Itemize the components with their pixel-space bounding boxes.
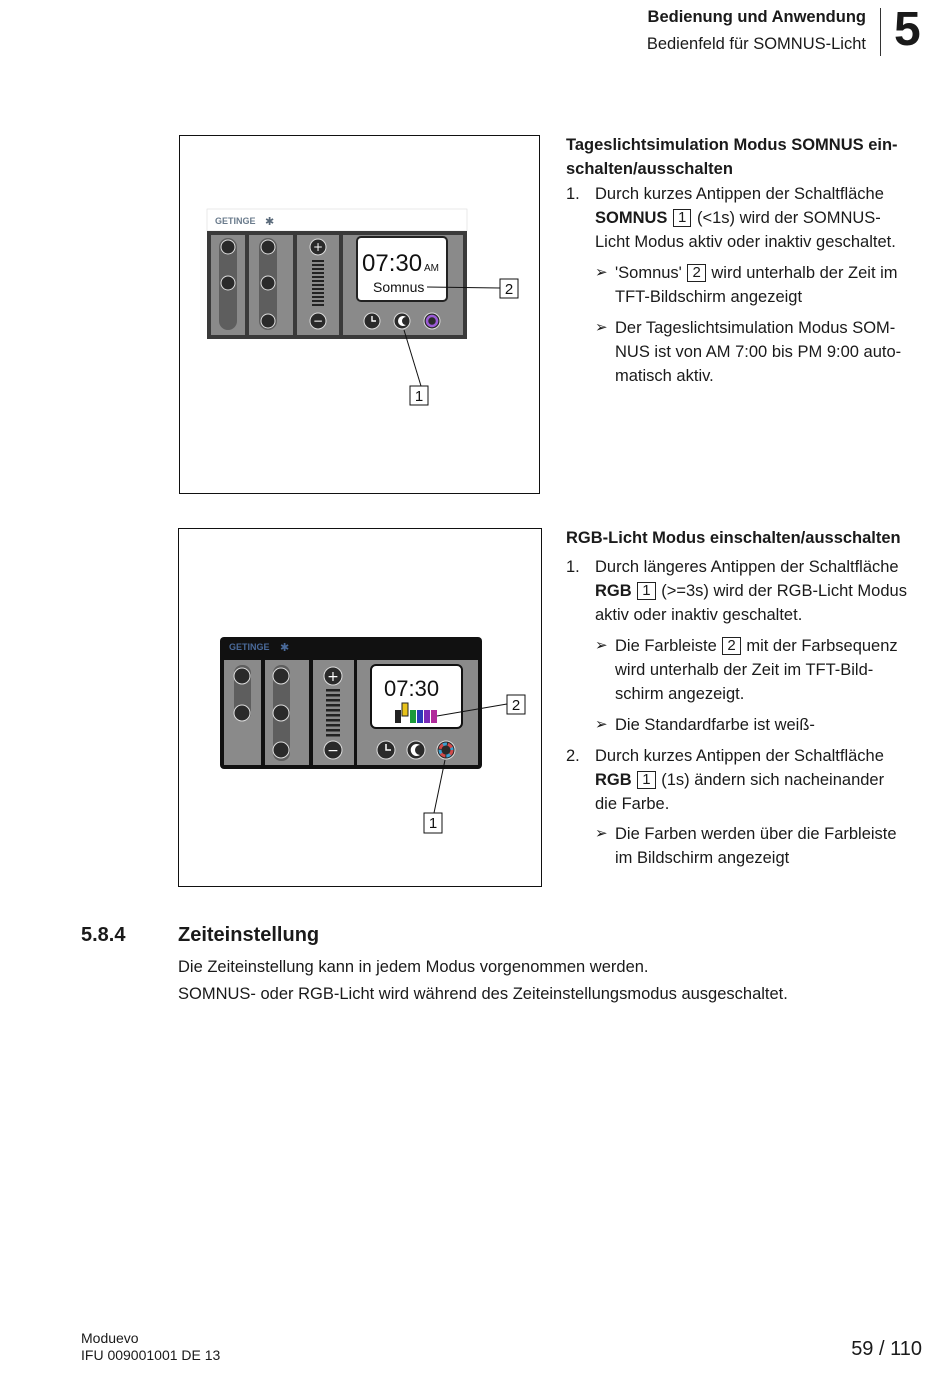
lamp-icon[interactable] <box>261 276 275 290</box>
bullet-text: wird unterhalb der Zeit im <box>711 264 898 282</box>
bullet-text: TFT-Bildschirm angezeigt <box>615 288 803 306</box>
button-name: RGB <box>595 582 632 600</box>
rgb-panel-illustration <box>179 529 543 888</box>
bullet-text: Der Tageslichtsimulation Modus SOM- <box>615 319 896 337</box>
ref-badge: 1 <box>673 209 691 227</box>
ref-badge: 2 <box>687 264 705 282</box>
step-text: Licht Modus aktiv oder inaktiv geschaltet. <box>595 233 896 251</box>
step-text <box>595 579 907 603</box>
svg-text:−: − <box>327 743 339 759</box>
step-text: Durch kurzes Antippen der Schaltfläche <box>595 185 884 203</box>
title-line: schalten/ausschalten <box>566 160 733 178</box>
am-pm-indicator: AM <box>424 263 439 274</box>
lamp-icon[interactable] <box>261 240 275 254</box>
callout-1: 1 <box>428 815 438 832</box>
title-line: Tageslichtsimulation Modus SOMNUS ein- <box>566 136 898 154</box>
leaf-icon[interactable] <box>234 705 250 721</box>
svg-text:+: + <box>327 669 339 685</box>
bullet-text <box>615 261 898 285</box>
section-number: 5.8.4 <box>81 924 126 946</box>
chapter-subtitle: Bedienfeld für SOMNUS-Licht <box>646 35 866 53</box>
bullet-text: Die Standardfarbe ist weiß- <box>615 716 815 734</box>
rgb-bullet-3 <box>595 822 930 870</box>
svg-text:+: + <box>312 240 324 254</box>
bullet-text: NUS ist von AM 7:00 bis PM 9:00 auto- <box>615 343 902 361</box>
step-text: Durch kurzes Antippen der Schaltfläche <box>595 747 884 765</box>
chapter-title: Bedienung und Anwendung <box>647 8 866 26</box>
section-paragraph-1: Die Zeiteinstellung kann in jedem Modus vorgenommen werden. <box>178 958 649 976</box>
step-number: 2. <box>566 747 580 765</box>
arrow-bullet-icon: ➢ <box>595 264 608 281</box>
step-text <box>595 768 884 792</box>
somnus-icon[interactable] <box>407 741 425 759</box>
bullet-text <box>615 634 898 658</box>
step-number: 1. <box>566 185 580 203</box>
ref-badge: 1 <box>637 582 655 600</box>
footer-doc-id: IFU 009001001 DE 13 <box>81 1347 221 1363</box>
step-text: (>=3s) wird der RGB-Licht Modus <box>661 582 907 600</box>
header-divider <box>880 8 881 56</box>
brand-logo: GETINGE <box>215 216 256 226</box>
somnus-bullet-1 <box>595 261 930 309</box>
leaf-icon[interactable] <box>221 276 235 290</box>
bullet-text: Die Farben werden über die Farbleiste <box>615 825 897 843</box>
rgb-bullet-2 <box>595 713 930 737</box>
figure-somnus <box>179 135 540 494</box>
step-text <box>595 206 896 230</box>
callout-2: 2 <box>511 697 521 714</box>
figure-rgb <box>178 528 542 887</box>
arrow-bullet-icon: ➢ <box>595 637 608 654</box>
somnus-section-title <box>566 133 898 181</box>
arrow-bullet-icon: ➢ <box>595 319 608 336</box>
somnus-panel-illustration <box>180 136 541 495</box>
clock-time: 07:30 <box>384 676 440 701</box>
lamp-icon[interactable] <box>273 742 289 758</box>
step-text: aktiv oder inaktiv geschaltet. <box>595 606 803 624</box>
rgb-bullet-1 <box>595 634 930 706</box>
bullet-text: matisch aktiv. <box>615 367 714 385</box>
arrow-bullet-icon: ➢ <box>595 716 608 733</box>
lamp-icon[interactable] <box>273 705 289 721</box>
bullet-text: Die Farbleiste <box>615 637 717 655</box>
step-text: die Farbe. <box>595 795 670 813</box>
callout-1: 1 <box>414 388 424 405</box>
lamp-icon[interactable] <box>261 314 275 328</box>
book-icon[interactable] <box>221 240 235 254</box>
bullet-text: mit der Farbsequenz <box>746 637 898 655</box>
somnus-label: Somnus <box>373 279 425 295</box>
bullet-text: im Bildschirm angezeigt <box>615 849 790 867</box>
bullet-text: wird unterhalb der Zeit im TFT-Bild- <box>615 661 874 679</box>
step-text: Durch längeres Antippen der Schaltfläche <box>595 558 899 576</box>
section-title: Zeiteinstellung <box>178 924 320 946</box>
rgb-step-2 <box>566 744 930 816</box>
chapter-number: 5 <box>894 3 921 56</box>
ref-badge: 2 <box>722 637 740 655</box>
bullet-text: 'Somnus' <box>615 264 682 282</box>
step-number: 1. <box>566 558 580 576</box>
step-text: (<1s) wird der SOMNUS- <box>696 209 881 227</box>
ref-badge: 1 <box>637 771 655 789</box>
brand-logo: GETINGE <box>229 642 270 652</box>
footer-product: Moduevo <box>81 1330 139 1346</box>
button-name: SOMNUS <box>595 209 668 227</box>
lamp-icon[interactable] <box>273 668 289 684</box>
clock-time: 07:30 <box>362 250 423 277</box>
book-icon[interactable] <box>234 668 250 684</box>
somnus-bullet-2 <box>595 316 930 388</box>
rgb-section-title: RGB-Licht Modus einschalten/ausschalten <box>566 529 901 547</box>
rgb-step-1 <box>566 555 930 627</box>
button-name: RGB <box>595 771 632 789</box>
asterisk-icon: ✱ <box>265 215 275 228</box>
arrow-bullet-icon: ➢ <box>595 825 608 842</box>
page-number: 59 / 110 <box>851 1338 922 1360</box>
callout-2: 2 <box>504 281 514 298</box>
asterisk-icon: ✱ <box>280 641 290 654</box>
somnus-step-1 <box>566 182 926 254</box>
step-text: (1s) ändern sich nacheinander <box>661 771 885 789</box>
section-paragraph-2: SOMNUS- oder RGB-Licht wird während des Zeiteinstellungsmodus ausgeschaltet. <box>178 985 788 1003</box>
bullet-text: schirm angezeigt. <box>615 685 745 703</box>
svg-text:−: − <box>312 314 324 328</box>
